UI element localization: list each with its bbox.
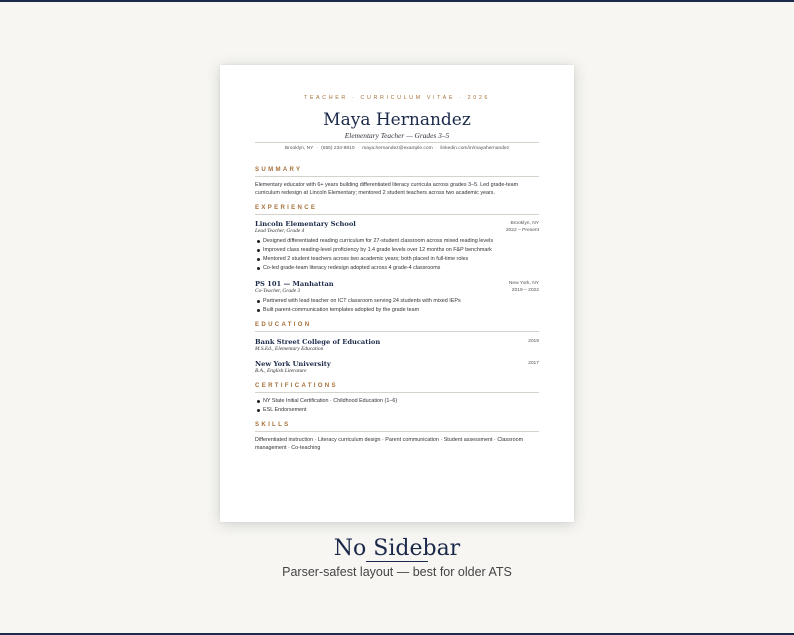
- school-name: Bank Street College of Education: [255, 338, 381, 346]
- contact-divider: [255, 142, 539, 143]
- job-bullets: [255, 297, 539, 315]
- resume-name: Maya Hernandez: [323, 110, 471, 130]
- education-heading: EDUCATION: [255, 321, 539, 332]
- contact-linkedin: linkedin.com/in/mayahernandez: [440, 146, 510, 151]
- list-item: NY State Initial Certification · Childhood Education (1–6): [255, 397, 539, 406]
- job-location: Brooklyn, NY: [510, 221, 539, 226]
- job-subheader: [255, 288, 539, 296]
- school-year: 2019: [528, 339, 539, 344]
- contact-email: maya.hernandez@example.com: [362, 146, 433, 151]
- school-degree: B.A., English Literature: [255, 368, 307, 374]
- skills-list: Differentiated instruction · Literacy curriculum design · Parent communication · Student assessment · Classroom management · Co-teaching: [255, 437, 524, 452]
- school-year: 2017: [528, 361, 539, 366]
- contact-line: Brooklyn, NY · (555) 234-9810 · maya.hernandez@example.com · linkedin.com/in/mayahernandez: [284, 146, 510, 151]
- job-dates: 2019 – 2022: [511, 288, 539, 293]
- skill-item: Classroom management: [255, 437, 524, 452]
- resume-page: [220, 65, 574, 522]
- job-location: New York, NY: [508, 281, 539, 286]
- job-dates: 2022 – Present: [505, 228, 539, 233]
- title-underline: [366, 561, 428, 562]
- job-title: Co-Teacher, Grade 3: [255, 288, 301, 294]
- summary-text: Elementary educator with 6+ years building differentiated literacy curricula across grades 3–5. Led grade-team curriculum redesign at Lincoln Elementary; mentored 2 student teachers across two academic years.: [255, 182, 519, 197]
- school-name: New York University: [255, 360, 331, 368]
- list-item: ESL Endorsement: [255, 406, 539, 415]
- school-degree-row: [255, 368, 539, 376]
- job-subheader: [255, 228, 539, 236]
- certifications-heading: CERTIFICATIONS: [255, 382, 539, 393]
- experience-heading: EXPERIENCE: [255, 204, 539, 215]
- school-degree: M.S.Ed., Elementary Education: [255, 346, 324, 352]
- school-degree-row: [255, 346, 539, 354]
- skill-item: Differentiated instruction: [255, 437, 314, 443]
- list-item: Designed differentiated reading curriculum for 27-student classroom across mixed reading levels: [255, 237, 539, 246]
- list-item: Built parent-communication templates adopted by the grade team: [255, 306, 539, 315]
- skill-item: Student assessment: [443, 437, 493, 443]
- job-bullets: [255, 237, 539, 273]
- skill-item: Literacy curriculum design: [317, 437, 381, 443]
- job-title: Lead Teacher, Grade 4: [255, 228, 305, 234]
- certifications-list: [255, 397, 539, 415]
- job-org: Lincoln Elementary School: [255, 220, 356, 228]
- resume-role: Elementary Teacher — Grades 3–5: [344, 131, 450, 140]
- layout-title: No Sidebar: [333, 536, 461, 561]
- list-item: Improved class reading-level proficiency by 1.4 grade levels over 12 months on F&P benchmark: [255, 246, 539, 255]
- skill-item: Parent communication: [385, 437, 439, 443]
- skills-heading: SKILLS: [255, 421, 539, 432]
- job-org: PS 101 — Manhattan: [255, 280, 334, 288]
- list-item: Co-led grade-team literacy redesign adopted across 4 grade-4 classrooms: [255, 264, 539, 273]
- resume-eyebrow: TEACHER · CURRICULUM VITAE · 2026: [303, 95, 491, 101]
- contact-phone: (555) 234-9810: [321, 146, 355, 151]
- skill-item: Co-teaching: [291, 445, 321, 452]
- list-item: Mentored 2 student teachers across two academic years; both placed in full-time roles: [255, 255, 539, 264]
- list-item: Partnered with lead teacher on ICT classroom serving 24 students with mixed IEPs: [255, 297, 539, 306]
- layout-subtitle: Parser-safest layout — best for older ATS: [282, 565, 512, 579]
- contact-location: Brooklyn, NY: [284, 146, 314, 151]
- summary-heading: SUMMARY: [255, 166, 539, 177]
